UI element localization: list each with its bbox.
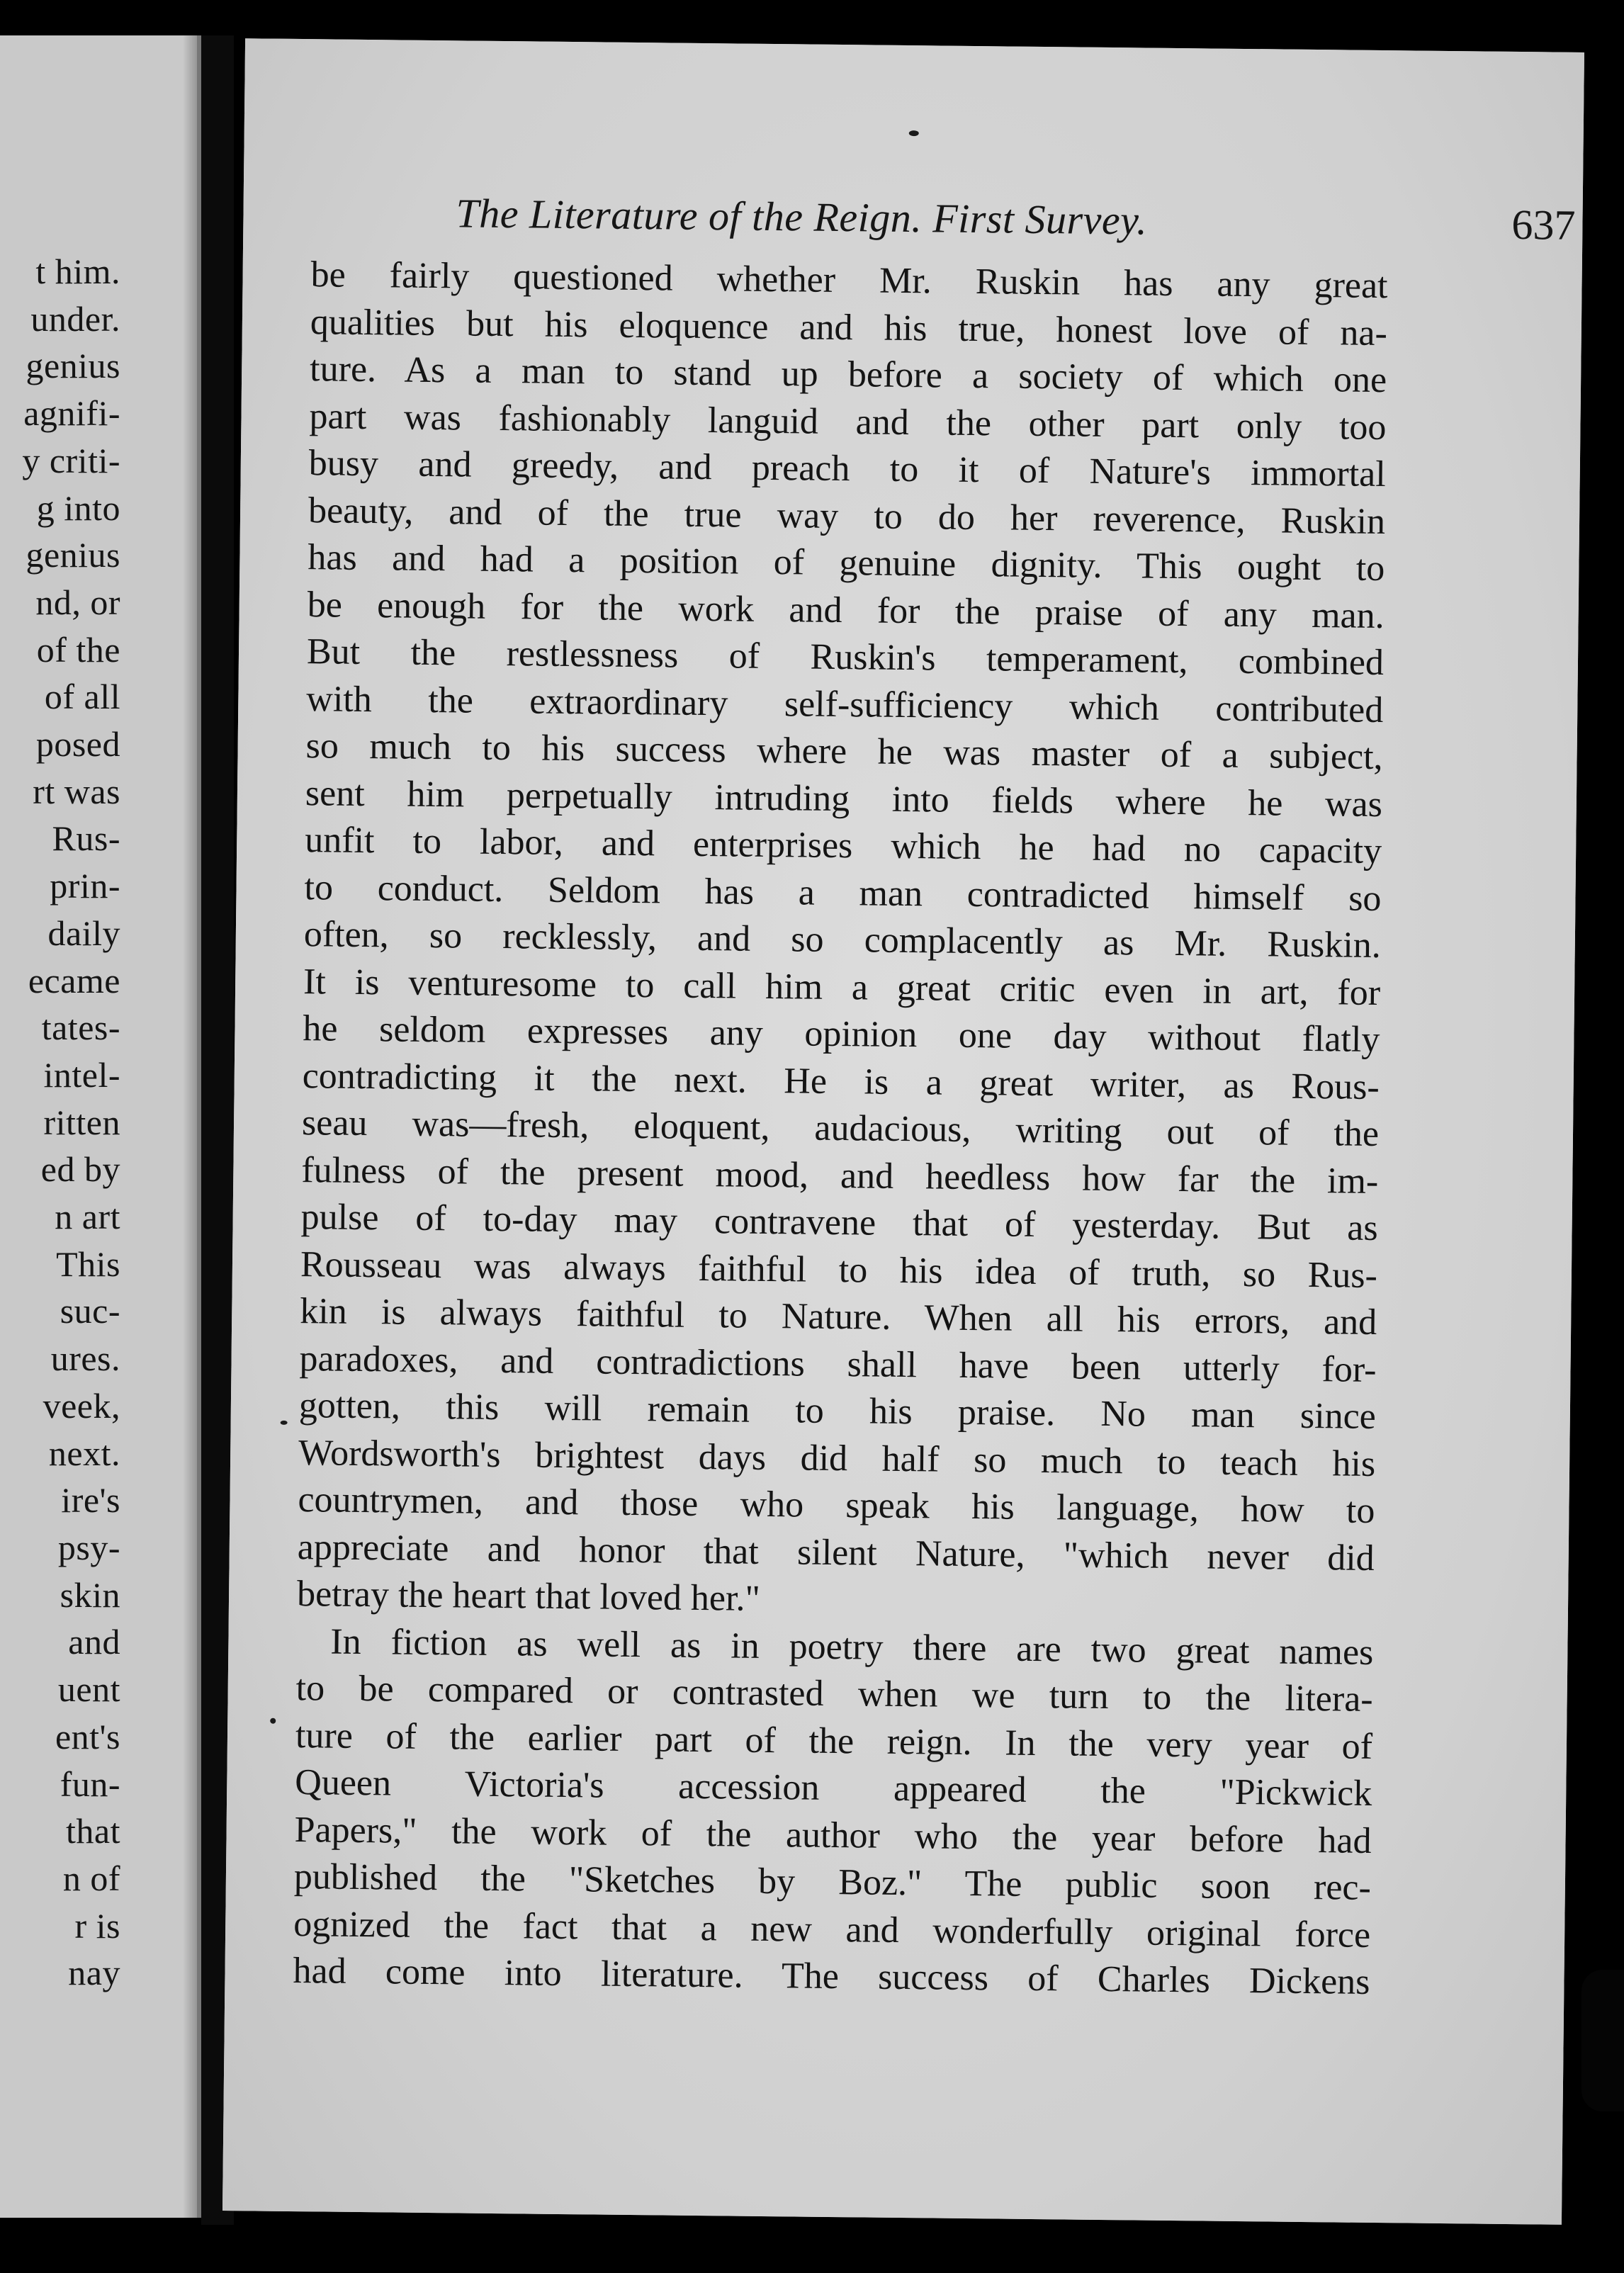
text-line: pulse of to-day may contravene that of yesterday. But as <box>300 1197 1378 1249</box>
page-edge-shadow <box>183 35 197 2218</box>
facing-page-line: ecame <box>28 960 120 1000</box>
facing-page-line: psy- <box>57 1527 120 1567</box>
facing-page-line: rt was <box>33 771 120 811</box>
book-page <box>222 38 1584 2225</box>
text-line: countrymen, and those who speak his language, how to <box>298 1479 1375 1531</box>
text-line: ture of the earlier part of the reign. In the very year of <box>295 1715 1373 1767</box>
facing-page-line: intel- <box>43 1054 120 1095</box>
page-corner-shadow <box>1581 1970 1624 2111</box>
text-line: busy and greedy, and preach to it of Nature's immortal <box>308 443 1387 495</box>
body-text <box>293 252 1388 2006</box>
text-line: In fiction as well as in poetry there are two great names <box>330 1621 1374 1673</box>
ink-speck <box>909 130 919 136</box>
text-line: seau was—fresh, eloquent, audacious, writing out of the <box>301 1102 1380 1155</box>
text-line: Queen Victoria's accession appeared the "Pickwick <box>295 1762 1372 1814</box>
text-line: It is venturesome to call him a great critic even in art, for <box>303 961 1381 1013</box>
facing-page-line: ritten <box>43 1102 120 1142</box>
text-line: published the "Sketches by Boz." The public soon rec- <box>293 1856 1372 1908</box>
text-line: to conduct. Seldom has a man contradicted himself so <box>304 867 1382 919</box>
text-line: sent him perpetually intruding into fields where he was <box>305 772 1383 825</box>
text-line: ture. As a man to stand up before a society of which one <box>309 349 1387 401</box>
text-line: qualities but his eloquence and his true, honest love of na- <box>310 301 1388 354</box>
text-line: kin is always faithful to Nature. When all his errors, and <box>299 1291 1377 1343</box>
paragraph-2 <box>293 1618 1373 2007</box>
facing-page-line: under. <box>30 298 120 339</box>
text-line: often, so recklessly, and so complacently as Mr. Ruskin. <box>303 914 1382 966</box>
text-line: with the extraordinary self-sufficiency which contributed <box>306 678 1384 731</box>
text-line: so much to his success where he was master of a subject, <box>305 726 1383 778</box>
facing-page-line: Rus- <box>52 818 120 859</box>
text-line: contradicting it the next. He is a great writer, as Rous- <box>302 1055 1380 1107</box>
facing-page-line: r is <box>74 1905 120 1946</box>
text-line: Wordsworth's brightest days did half so much to teach his <box>298 1432 1376 1484</box>
text-line: ognized the fact that a new and wonderfully original force <box>293 1903 1371 1956</box>
ink-speck <box>270 1718 276 1724</box>
facing-page-line: t him. <box>35 252 120 291</box>
text-line: betray the heart that loved her." <box>296 1574 761 1619</box>
facing-page-line: daily <box>47 913 120 953</box>
text-line: has and had a position of genuine dignity. This ought to <box>308 537 1385 590</box>
facing-page-text <box>0 248 120 1997</box>
facing-page-line: of all <box>44 677 120 717</box>
running-title: The Literature of the Reign. First Survey. <box>456 190 1148 244</box>
text-line: be fairly questioned whether Mr. Ruskin has any great <box>310 254 1388 307</box>
facing-page-line: nay <box>68 1953 120 1993</box>
text-line: Papers," the work of the author who the year before had <box>294 1809 1372 1861</box>
facing-page-line: uent <box>57 1669 120 1710</box>
facing-page-line: genius <box>26 535 120 575</box>
facing-page-line: n of <box>62 1858 120 1898</box>
paragraph-1 <box>297 252 1388 1629</box>
text-line: to be compared or contrasted when we turn to the litera- <box>295 1668 1373 1720</box>
facing-page-line: next. <box>48 1433 120 1473</box>
text-line: But the restlessness of Ruskin's temperament, combined <box>306 631 1385 684</box>
facing-page-line: that <box>66 1811 120 1851</box>
facing-page-line: This <box>56 1243 120 1284</box>
text-line: fulness of the present mood, and heedless how far the im- <box>301 1149 1379 1202</box>
facing-page-line: ire's <box>61 1480 120 1521</box>
facing-page-line: ed by <box>40 1149 120 1190</box>
facing-page-line: ures. <box>50 1338 120 1379</box>
text-line: appreciate and honor that silent Nature, "which never did <box>297 1526 1375 1579</box>
text-line: gotten, this will remain to his praise. No man since <box>298 1385 1377 1438</box>
facing-page-line: prin- <box>50 866 120 906</box>
ink-speck <box>281 1421 288 1425</box>
facing-page-line: agnifi- <box>23 393 120 434</box>
text-line: unfit to labor, and enterprises which he had no capacity <box>304 820 1382 872</box>
facing-page-line: nd, or <box>35 582 120 622</box>
facing-page-line: suc- <box>60 1291 120 1331</box>
facing-page-line: fun- <box>60 1764 120 1804</box>
text-line: beauty, and of the true way to do her reverence, Ruskin <box>308 490 1386 542</box>
facing-page-line: g into <box>36 487 120 528</box>
facing-page-line: skin <box>60 1574 120 1615</box>
facing-page-line: genius <box>26 346 120 386</box>
text-line: paradoxes, and contradictions shall have been utterly for- <box>299 1338 1377 1390</box>
text-line: he seldom expresses any opinion one day without flatly <box>303 1008 1380 1061</box>
facing-page-line: n art <box>55 1197 120 1237</box>
page-number: 637 <box>1511 201 1576 249</box>
running-head <box>456 189 1576 258</box>
facing-page <box>0 35 201 2218</box>
facing-page-line: tates- <box>41 1008 120 1048</box>
text-line: be enough for the work and for the praise of any man. <box>307 584 1385 636</box>
text-line: had come into literature. The success of Charles Dickens <box>293 1951 1370 2002</box>
facing-page-line: ent's <box>55 1716 120 1756</box>
facing-page-line: of the <box>36 629 120 670</box>
facing-page-line: posed <box>35 724 120 765</box>
text-line: part was fashionably languid and the other part only too <box>309 395 1387 448</box>
text-line: Rousseau was always faithful to his idea of truth, so Rus- <box>300 1243 1378 1296</box>
facing-page-line: and <box>68 1622 120 1662</box>
facing-page-line: veek, <box>43 1385 120 1426</box>
facing-page-line: y criti- <box>22 440 120 480</box>
